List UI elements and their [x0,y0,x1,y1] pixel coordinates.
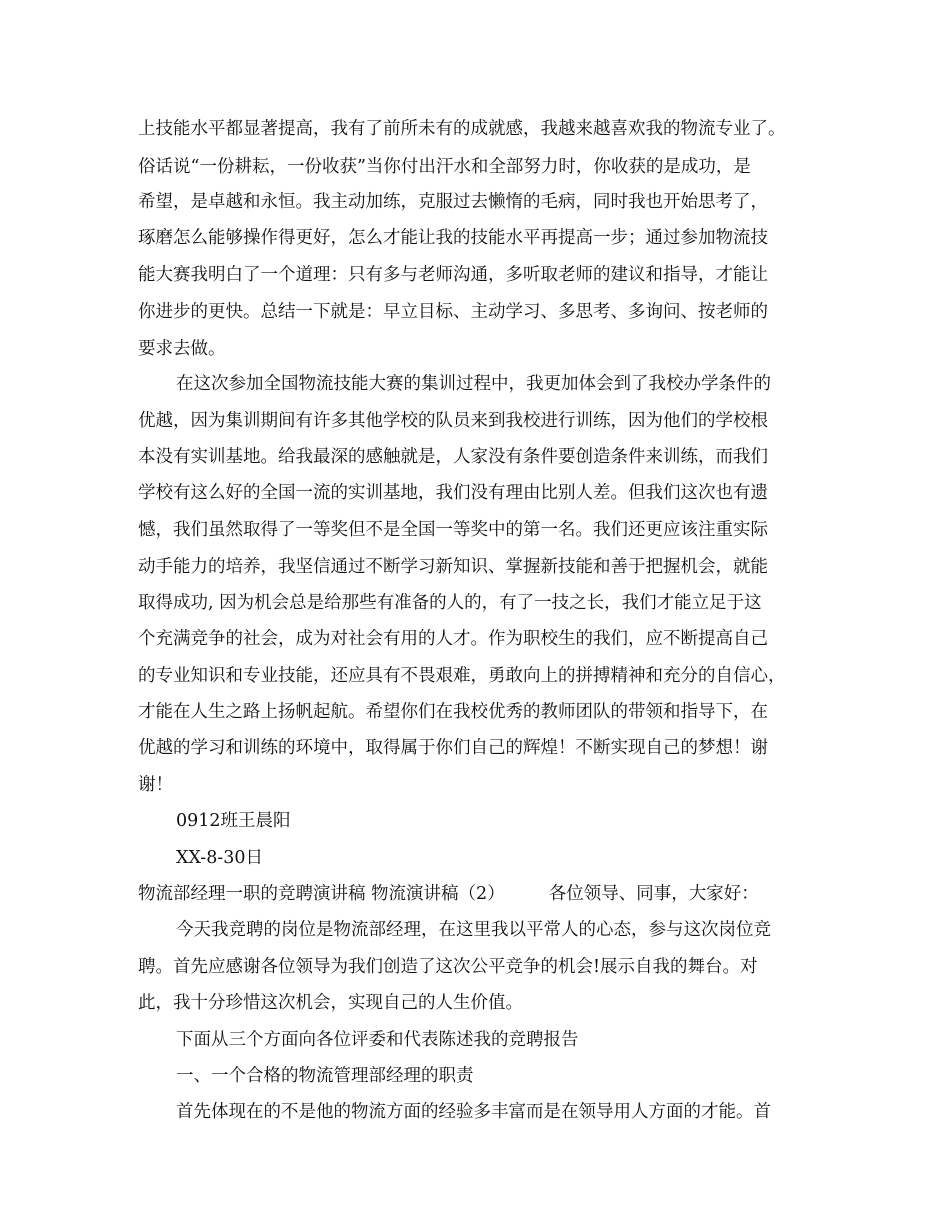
text-line: 才能在人生之路上扬帆起航。希望你们在我校优秀的教师团队的带领和指导下，在 [138,702,768,722]
section-title: 物流部经理一职的竞聘演讲稿 物流演讲稿（2） [138,884,505,904]
paragraph-first-line: 今天我竞聘的岗位是物流部经理，在这里我以平常人的心态，参与这次岗位竞 [176,920,771,940]
paragraph-first-line: 首先体现在的不是他的物流方面的经验多丰富而是在领导用人方面的才能。首 [176,1102,771,1122]
text-line: 俗话说“一份耕耘，一份收获”当你付出汗水和全部努力时，你收获的是成功，是 [138,157,751,177]
salutation: 各位领导、同事，大家好： [548,884,759,904]
text-line: 聘。首先应感谢各位领导为我们创造了这次公平竞争的机会!展示自我的舞台。对 [138,957,758,977]
paragraph-first-line: 下面从三个方面向各位评委和代表陈述我的竞聘报告 [176,1030,579,1050]
text-line: 此，我十分珍惜这次机会，实现自己的人生价值。 [138,993,523,1013]
text-line: 憾，我们虽然取得了一等奖但不是全国一等奖中的第一名。我们还更应该注重实际 [138,520,768,540]
text-line: 琢磨怎么能够操作得更好，怎么才能让我的技能水平再提高一步；通过参加物流技 [138,228,768,248]
text-line: 你进步的更快。总结一下就是：早立目标、主动学习、多思考、多询问、按老师的 [138,302,768,322]
subsection-heading: 一、一个合格的物流管理部经理的职责 [176,1066,474,1086]
text-line: 要求去做。 [138,339,226,359]
signature-date: XX-8-30日 [176,848,264,868]
text-line: 学校有这么好的全国一流的实训基地，我们没有理由比别人差。但我们这次也有遗 [138,483,768,503]
paragraph-first-line: 在这次参加全国物流技能大赛的集训过程中，我更加体会到了我校办学条件的 [176,374,771,394]
section-heading-line [138,882,759,906]
text-line: 的专业知识和专业技能，还应具有不畏艰难，勇敢向上的拼搏精神和充分的自信心， [138,666,786,686]
text-line: 个充满竞争的社会，成为对社会有用的人才。作为职校生的我们，应不断提高自己 [138,629,768,649]
text-line: 动手能力的培养，我坚信通过不断学习新知识、掌握新技能和善于把握机会，就能 [138,557,768,577]
text-line: 谢！ [138,775,173,795]
text-line: 本没有实训基地。给我最深的感触就是，人家没有条件要创造条件来训练，而我们 [138,447,768,467]
signature-class-name: 0912班王晨阳 [176,811,291,831]
text-line: 优越，因为集训期间有许多其他学校的队员来到我校进行训练，因为他们的学校根 [138,411,768,431]
text-line: 上技能水平都显著提高，我有了前所未有的成就感，我越来越喜欢我的物流专业了。 [138,119,786,139]
text-line: 优越的学习和训练的环境中，取得属于你们自己的辉煌！不断实现自己的梦想！谢 [138,738,768,758]
text-line: 能大赛我明白了一个道理：只有多与老师沟通，多听取老师的建议和指导，才能让 [138,265,768,285]
text-line: 取得成功, 因为机会总是给那些有准备的人的，有了一技之长，我们才能立足于这 [138,593,762,613]
text-line: 希望，是卓越和永恒。我主动加练，克服过去懒惰的毛病，同时我也开始思考了， [138,192,768,212]
